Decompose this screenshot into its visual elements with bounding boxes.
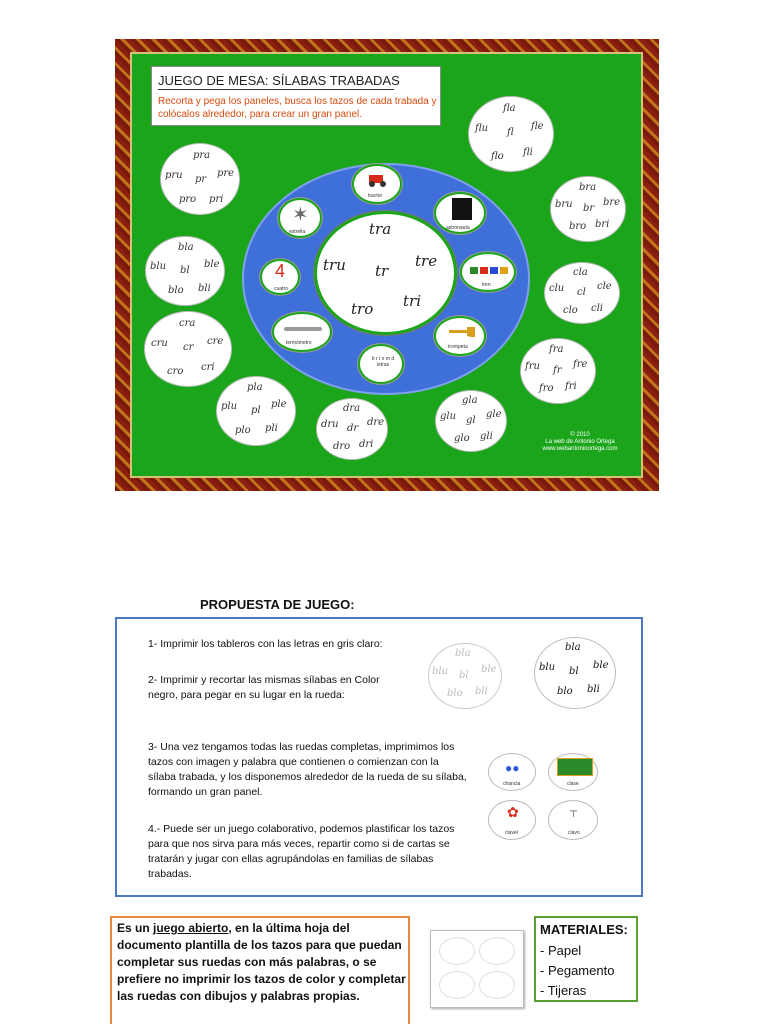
wheel-syllable: dra bbox=[343, 403, 361, 414]
wheel-syllable: pri bbox=[209, 194, 224, 205]
wheel-syllable: flo bbox=[491, 151, 504, 162]
wheel-syllable: ble bbox=[204, 259, 220, 270]
open-game-text bbox=[117, 920, 407, 1005]
chip-tren bbox=[460, 252, 516, 292]
proposal-title: PROPUESTA DE JUEGO: bbox=[200, 597, 355, 612]
mini-chip-label: clase bbox=[567, 781, 579, 787]
mini-syllable: ble bbox=[481, 664, 497, 675]
center-syllable: tr bbox=[375, 262, 389, 280]
template-thumbnail bbox=[430, 930, 524, 1008]
materials-title: MATERIALES: bbox=[540, 922, 628, 937]
chip-label: tren bbox=[482, 282, 491, 288]
chip-label: termómetro bbox=[286, 340, 312, 346]
open-game-rest: , en la última hoja del documento plantilla de los tazos para que puedan completar sus ruedas con más palabras, o se prefiere no imprimir los tazos de color y completar las ruedas con dibujos y palabras propias. bbox=[117, 921, 406, 1003]
wheel-syllable: bla bbox=[178, 242, 194, 253]
wheel-syllable: dre bbox=[367, 417, 385, 428]
mini-syllable: blo bbox=[557, 686, 573, 697]
step-2: 2- Imprimir y recortar las mismas sílabas en Color negro, para pegar en su lugar en la rueda: bbox=[148, 674, 380, 701]
star-icon: ✶ bbox=[292, 204, 309, 226]
wheel-syllable: pre bbox=[217, 168, 235, 179]
chip-trompeta bbox=[434, 316, 486, 356]
wheel-syllable: cla bbox=[573, 267, 588, 278]
wheel-syllable: fre bbox=[573, 359, 588, 370]
wheel-syllable: fri bbox=[565, 381, 577, 392]
wheel-dr bbox=[316, 398, 388, 460]
wheel-center-syllable: gl bbox=[466, 415, 476, 426]
wheel-syllable: clu bbox=[549, 283, 565, 294]
wheel-syllable: flu bbox=[475, 123, 489, 134]
wheel-syllable: bre bbox=[603, 197, 621, 208]
template-circle bbox=[439, 937, 475, 965]
copyright-line: La web de Antonio Ortega bbox=[545, 439, 615, 445]
wheel-syllable: cru bbox=[151, 338, 168, 349]
wheel-center-syllable: cl bbox=[577, 287, 586, 298]
chip-label: b r i o m d letras bbox=[371, 356, 395, 368]
mini-chip-clavel bbox=[488, 800, 536, 840]
wheel-syllable: bro bbox=[569, 221, 587, 232]
chip-astronauta bbox=[434, 192, 486, 234]
chip-label: tractor bbox=[368, 193, 383, 199]
wheel-syllable: gla bbox=[462, 395, 478, 406]
mini-syllable: bli bbox=[475, 686, 488, 697]
wheel-syllable: dru bbox=[321, 419, 339, 430]
wheel-syllable: pru bbox=[165, 170, 183, 181]
center-syllable: tre bbox=[415, 252, 438, 270]
wheel-syllable: fra bbox=[549, 344, 564, 355]
mini-syllable: bli bbox=[587, 684, 600, 695]
number-four-icon: 4 bbox=[275, 261, 286, 281]
mini-chip-chancla bbox=[488, 753, 536, 791]
wheel-center-syllable: pr bbox=[195, 174, 207, 185]
astronaut-icon bbox=[452, 198, 472, 220]
step-3: 3- Una vez tengamos todas las ruedas completas, imprimimos los tazos con imagen y palabra que contienen o comienzan con la sílaba trabada, y los disponemos alrededor de la rueda de su sílaba, formando un gran panel. bbox=[148, 741, 467, 798]
chip-termometro bbox=[272, 312, 332, 352]
wheel-syllable: pli bbox=[265, 423, 278, 434]
wheel-syllable: blu bbox=[150, 261, 167, 272]
train-icon bbox=[470, 266, 510, 276]
copyright-line: www.webantonioortega.com bbox=[542, 446, 618, 452]
wheel-syllable: dro bbox=[333, 441, 351, 452]
wheel-syllable: cle bbox=[597, 281, 612, 292]
wheel-center-syllable: bl bbox=[180, 265, 190, 276]
copyright-line: © 2010 bbox=[570, 432, 590, 438]
wheel-pr bbox=[160, 143, 240, 215]
wheel-center-syllable: fl bbox=[507, 127, 514, 138]
wheel-center-syllable: dr bbox=[347, 423, 359, 434]
wheel-cr bbox=[144, 311, 232, 387]
wheel-fr bbox=[520, 338, 596, 404]
mini-syllable: blu bbox=[539, 662, 556, 673]
wheel-syllable: blo bbox=[168, 285, 184, 296]
wheel-syllable: pro bbox=[179, 194, 197, 205]
classroom-icon bbox=[557, 758, 593, 776]
wheel-syllable: bli bbox=[198, 283, 211, 294]
wheel-fl bbox=[468, 96, 554, 172]
wheel-syllable: gle bbox=[486, 409, 502, 420]
template-circle bbox=[479, 971, 515, 999]
wheel-center-syllable: cr bbox=[183, 342, 194, 353]
mini-syllable: bla bbox=[455, 648, 471, 659]
wheel-syllable: fla bbox=[503, 103, 516, 114]
wheel-center-syllable: br bbox=[583, 203, 595, 214]
wheel-syllable: cra bbox=[179, 318, 196, 329]
wheel-syllable: cri bbox=[201, 362, 215, 373]
wheel-bl bbox=[145, 236, 225, 306]
center-syllable: tri bbox=[403, 292, 421, 310]
mini-syllable: ble bbox=[593, 660, 609, 671]
wheel-syllable: fli bbox=[523, 147, 533, 158]
chip-cuatro bbox=[260, 259, 300, 295]
wheel-syllable: glu bbox=[440, 411, 457, 422]
mini-syllable: bl bbox=[569, 666, 579, 677]
center-syllable: tro bbox=[351, 300, 374, 318]
wheel-syllable: bra bbox=[579, 182, 597, 193]
wheel-syllable: cro bbox=[167, 366, 184, 377]
mini-chip-clase bbox=[548, 753, 598, 791]
chip-label: cuatro bbox=[274, 286, 288, 292]
wheel-syllable: fro bbox=[539, 383, 554, 394]
mini-syllable: blu bbox=[432, 666, 449, 677]
center-wheel-tr bbox=[314, 211, 457, 335]
center-syllable: tra bbox=[369, 220, 392, 238]
wheel-syllable: cli bbox=[591, 303, 603, 314]
template-circle bbox=[479, 937, 515, 965]
mini-chip-label: clavel bbox=[505, 830, 518, 836]
mini-chip-label: clavo bbox=[568, 830, 580, 836]
materials-item: - Tijeras bbox=[540, 983, 587, 998]
open-game-link[interactable]: juego abierto bbox=[153, 921, 229, 935]
trumpet-icon bbox=[449, 327, 475, 337]
title-underline bbox=[158, 89, 394, 90]
chip-label: trompeta bbox=[448, 344, 468, 350]
mini-syllable: bla bbox=[565, 642, 581, 653]
wheel-syllable: pra bbox=[193, 150, 211, 161]
chip-label: astronauta bbox=[446, 225, 470, 231]
chip-tractor bbox=[352, 164, 402, 204]
mini-chip-label: chancla bbox=[503, 781, 521, 787]
board-subtitle: Recorta y pega los paneles, busca los tazos de cada trabada y colócalos alrededor, para crear un gran panel. bbox=[158, 96, 437, 120]
template-circle bbox=[439, 971, 475, 999]
wheel-br bbox=[550, 176, 626, 242]
wheel-center-syllable: pl bbox=[251, 405, 261, 416]
wheel-cl bbox=[544, 262, 620, 324]
board-title: JUEGO DE MESA: SÍLABAS TRABADAS bbox=[158, 73, 400, 88]
wheel-syllable: plo bbox=[235, 425, 251, 436]
nail-icon: ┬ bbox=[570, 806, 578, 817]
step-1: 1- Imprimir los tableros con las letras en gris claro: bbox=[148, 638, 383, 650]
center-syllable: tru bbox=[323, 256, 346, 274]
thermometer-icon bbox=[284, 327, 322, 331]
chip-estrella bbox=[278, 198, 322, 238]
mini-wheel-black bbox=[534, 637, 616, 709]
wheel-pl bbox=[216, 376, 296, 446]
mini-syllable: blo bbox=[447, 688, 463, 699]
sandal-icon: ●● bbox=[505, 761, 520, 775]
carnation-icon: ✿ bbox=[507, 804, 519, 820]
wheel-syllable: gli bbox=[480, 431, 493, 442]
step-4: 4.- Puede ser un juego colaborativo, podemos plastificar los tazos para que nos sirva para más veces, repartir como si de cartas se tratarán y jugar con ellas agrupándolas en familias de sílabas trabadas. bbox=[148, 823, 455, 880]
open-game-prefix: Es un bbox=[117, 921, 154, 935]
mini-syllable: bl bbox=[459, 670, 469, 681]
tractor-icon bbox=[367, 173, 389, 187]
materials-item: - Papel bbox=[540, 943, 582, 958]
wheel-syllable: bru bbox=[555, 199, 573, 210]
wheel-syllable: dri bbox=[359, 439, 374, 450]
wheel-center-syllable: fr bbox=[553, 365, 562, 376]
wheel-syllable: pla bbox=[247, 382, 263, 393]
wheel-syllable: fle bbox=[531, 121, 544, 132]
wheel-gl bbox=[435, 390, 507, 452]
wheel-syllable: glo bbox=[454, 433, 470, 444]
wheel-syllable: bri bbox=[595, 219, 610, 230]
chip-label: estrella bbox=[289, 229, 306, 235]
wheel-syllable: clo bbox=[563, 305, 578, 316]
wheel-syllable: ple bbox=[271, 399, 287, 410]
mini-chip-clavo bbox=[548, 800, 598, 840]
board-copyright bbox=[540, 432, 620, 453]
materials-item: - Pegamento bbox=[540, 963, 615, 978]
wheel-syllable: cre bbox=[207, 336, 224, 347]
wheel-syllable: plu bbox=[221, 401, 238, 412]
wheel-syllable: fru bbox=[525, 361, 540, 372]
chip-letras bbox=[358, 344, 404, 384]
mini-wheel-grey bbox=[428, 643, 502, 709]
